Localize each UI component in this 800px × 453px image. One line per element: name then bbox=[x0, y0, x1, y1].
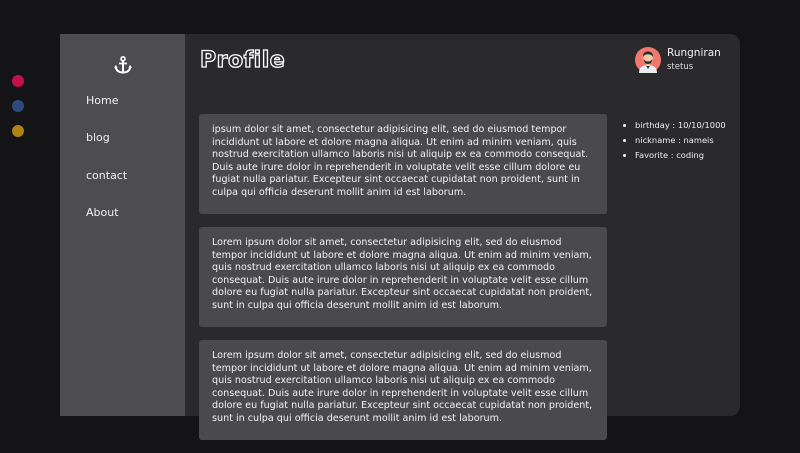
sidebar bbox=[60, 34, 185, 416]
sidebar-item-contact[interactable]: contact bbox=[86, 169, 128, 182]
post-text: ipsum dolor sit amet, consectetur adipisicing elit, sed do eiusmod tempor incididunt ut labore et dolore magna aliqua. Ut enim ad minim veniam, quis nostrud exercitation ullamco laboris nisi ut aliquip ex ea commodo consequat. Duis aute irure dolor in reprehenderit in voluptate velit esse cillum dolore eu fugiat nulla pariatur. Excepteur sint occaecat cupidatat non proident, sunt in culpa qui officia deserunt mollit anim id est laborum. bbox=[212, 124, 589, 198]
user-status: stetus bbox=[667, 62, 694, 72]
post-card bbox=[199, 340, 607, 440]
post-card bbox=[199, 114, 607, 214]
anchor-icon[interactable] bbox=[113, 56, 133, 74]
sidebar-item-about[interactable]: About bbox=[86, 206, 119, 219]
close-dot[interactable] bbox=[12, 75, 24, 87]
post-text: Lorem ipsum dolor sit amet, consectetur adipisicing elit, sed do eiusmod tempor incididunt ut labore et dolore magna aliqua. Ut enim ad minim veniam, quis nostrud exercitation ullamco laboris nisi ut aliquip ex ea commodo consequat. Duis aute irure dolor in reprehenderit in voluptate velit esse cillum dolore eu fugiat nulla pariatur. Excepteur sint occaecat cupidatat non proident, sunt in culpa qui officia deserunt mollit anim id est laborum. bbox=[212, 350, 593, 424]
post-card bbox=[199, 227, 607, 327]
page-title: Profile bbox=[200, 48, 286, 73]
birthday-info: • birthday : 10/10/1000 bbox=[635, 118, 726, 133]
post-list bbox=[199, 114, 607, 453]
favorite-info: • Favorite : coding bbox=[635, 148, 726, 163]
user-name: Rungniran bbox=[667, 47, 721, 59]
sidebar-item-home[interactable]: Home bbox=[86, 94, 119, 107]
app-window bbox=[60, 34, 740, 424]
minimize-dot[interactable] bbox=[12, 100, 24, 112]
sidebar-item-blog[interactable]: blog bbox=[86, 131, 110, 144]
user-profile[interactable] bbox=[635, 47, 735, 75]
maximize-dot[interactable] bbox=[12, 125, 24, 137]
user-avatar-icon[interactable] bbox=[635, 47, 661, 73]
window-controls bbox=[12, 75, 24, 150]
profile-info-list bbox=[622, 118, 726, 163]
post-text: Lorem ipsum dolor sit amet, consectetur adipisicing elit, sed do eiusmod tempor incididunt ut labore et dolore magna aliqua. Ut enim ad minim veniam, quis nostrud exercitation ullamco laboris nisi ut aliquip ex ea commodo consequat. Duis aute irure dolor in reprehenderit in voluptate velit esse cillum dolore eu fugiat nulla pariatur. Excepteur sint occaecat cupidatat non proident, sunt in culpa qui officia deserunt mollit anim id est laborum. bbox=[212, 237, 593, 311]
nickname-info: • nickname : nameis bbox=[635, 133, 726, 148]
